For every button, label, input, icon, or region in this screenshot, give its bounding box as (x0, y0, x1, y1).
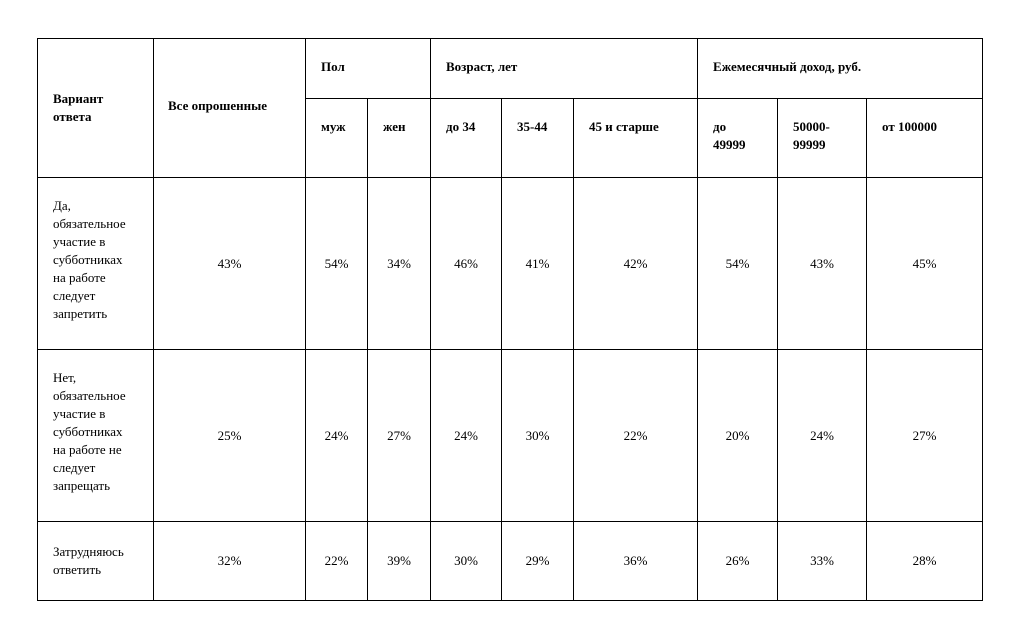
age-35-44-header: 35-44 (502, 99, 574, 178)
all-respondents-header: Все опрошенные (154, 39, 306, 178)
age-45-plus-header: 45 и старше (574, 99, 698, 178)
value-cell: 45% (867, 178, 983, 350)
answer-line: Затрудняюсь (53, 544, 124, 559)
income-group-header: Ежемесячный доход, руб. (698, 39, 983, 99)
female-header: жен (368, 99, 431, 178)
answer-line: запрещать (53, 478, 111, 493)
value-cell: 24% (778, 350, 867, 522)
answer-line: Нет, (53, 370, 77, 385)
answer-cell (38, 522, 154, 601)
value-cell: 28% (867, 522, 983, 601)
value-cell: 22% (306, 522, 368, 601)
income-header-line: 49999 (713, 137, 746, 152)
answer-line: субботниках (53, 252, 123, 267)
value-cell: 30% (431, 522, 502, 601)
value-cell: 30% (502, 350, 574, 522)
value-cell: 24% (306, 350, 368, 522)
answer-cell (38, 178, 154, 350)
value-cell: 34% (368, 178, 431, 350)
answer-line: следует (53, 288, 96, 303)
answer-line: участие в (53, 234, 106, 249)
value-cell: 25% (154, 350, 306, 522)
value-cell: 20% (698, 350, 778, 522)
value-cell: 29% (502, 522, 574, 601)
value-cell: 26% (698, 522, 778, 601)
table-row (38, 350, 983, 522)
value-cell: 27% (368, 350, 431, 522)
income-header-line: 50000- (793, 119, 830, 134)
answer-cell (38, 350, 154, 522)
answer-line: запретить (53, 306, 108, 321)
answer-header-line: ответа (53, 109, 92, 124)
answer-line: на работе не (53, 442, 122, 457)
value-cell: 22% (574, 350, 698, 522)
value-cell: 54% (698, 178, 778, 350)
survey-results-table (37, 38, 983, 601)
gender-group-header: Пол (306, 39, 431, 99)
income-header-line: 99999 (793, 137, 826, 152)
income-under-49999-header (698, 99, 778, 178)
answer-line: обязательное (53, 216, 126, 231)
answer-line: участие в (53, 406, 106, 421)
value-cell: 33% (778, 522, 867, 601)
value-cell: 42% (574, 178, 698, 350)
answer-column-header (38, 39, 154, 178)
income-from-100000-header: от 100000 (867, 99, 983, 178)
value-cell: 43% (778, 178, 867, 350)
age-under-34-header: до 34 (431, 99, 502, 178)
value-cell: 39% (368, 522, 431, 601)
answer-line: субботниках (53, 424, 123, 439)
male-header: муж (306, 99, 368, 178)
income-header-line: до (713, 119, 727, 134)
value-cell: 54% (306, 178, 368, 350)
header-row-groups (38, 39, 983, 99)
answer-line: обязательное (53, 388, 126, 403)
answer-line: следует (53, 460, 96, 475)
answer-line: Да, (53, 198, 71, 213)
answer-header-line: Вариант (53, 91, 104, 106)
table-row (38, 522, 983, 601)
value-cell: 46% (431, 178, 502, 350)
value-cell: 24% (431, 350, 502, 522)
value-cell: 36% (574, 522, 698, 601)
answer-line: ответить (53, 562, 102, 577)
value-cell: 41% (502, 178, 574, 350)
answer-line: на работе (53, 270, 106, 285)
value-cell: 27% (867, 350, 983, 522)
value-cell: 32% (154, 522, 306, 601)
age-group-header: Возраст, лет (431, 39, 698, 99)
table-row (38, 178, 983, 350)
income-50000-99999-header (778, 99, 867, 178)
value-cell: 43% (154, 178, 306, 350)
